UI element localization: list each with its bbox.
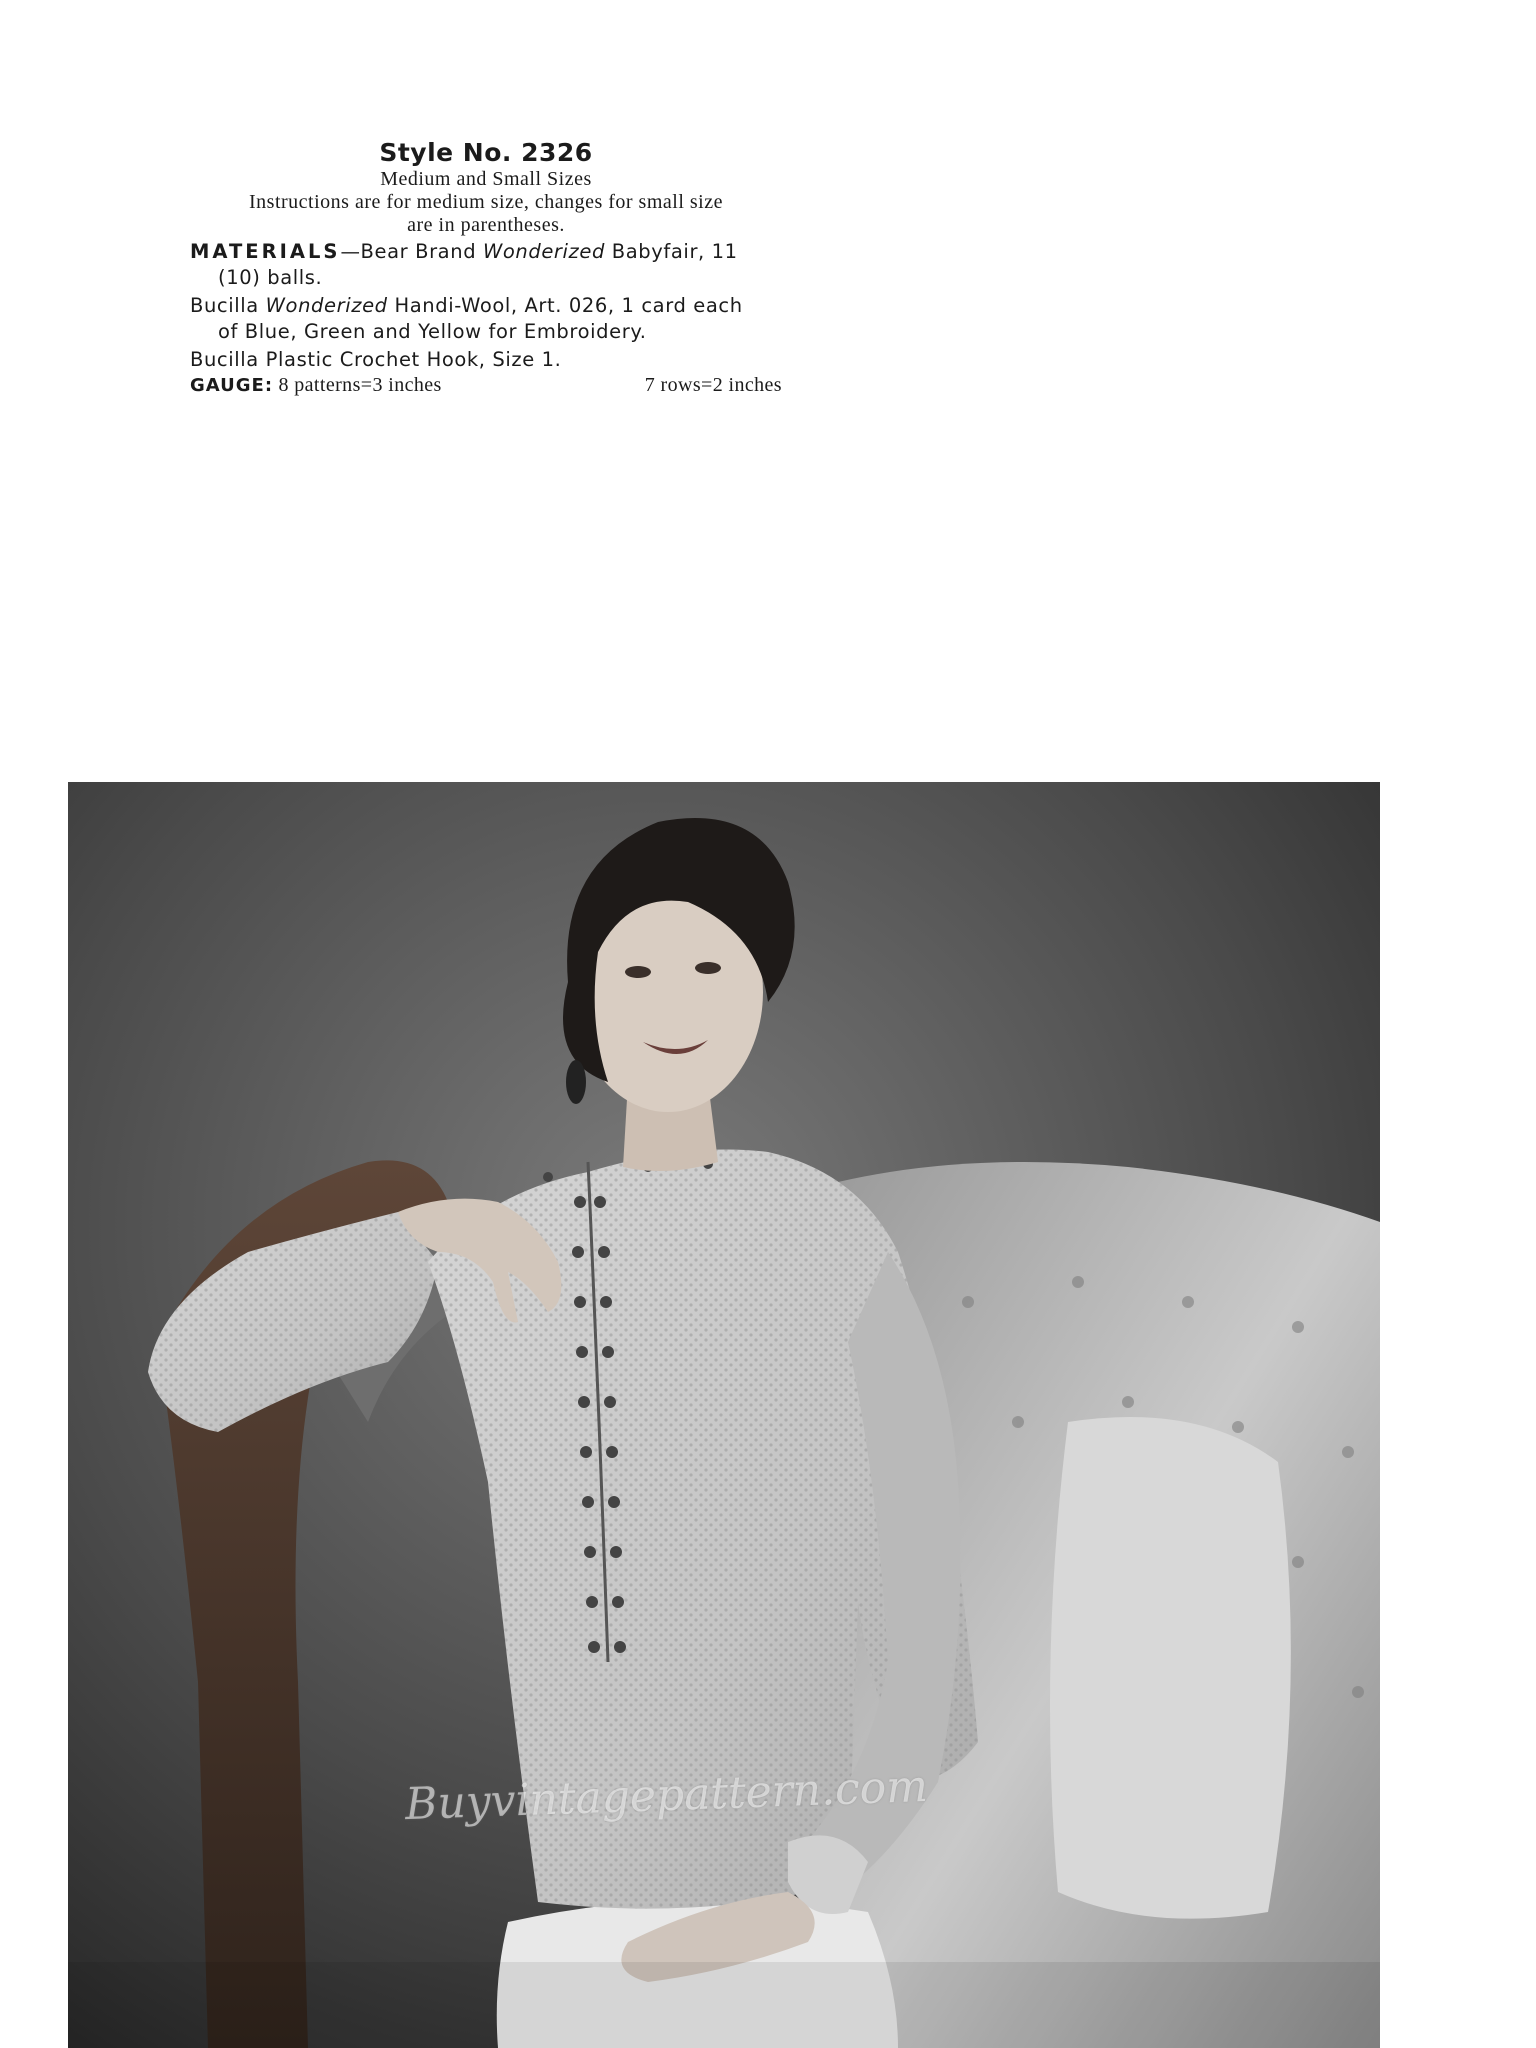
sizes-line: Medium and Small Sizes [380,168,592,190]
earring [566,1060,586,1104]
materials-text: Handi-Wool, Art. 026, 1 card each [387,294,743,317]
materials-text: Bucilla [190,294,266,317]
materials-line-5: Bucilla Plastic Crochet Hook, Size 1. [190,348,562,371]
photo-illustration [68,782,1380,2048]
style-title: Style No. 2326 [379,138,593,167]
materials-line-4: of Blue, Green and Yellow for Embroidery. [218,320,647,343]
model-photo [68,782,1380,2048]
materials-italic: Wonderized [265,294,388,317]
instructions-line-2: are in parentheses. [407,214,565,236]
gauge-label: GAUGE: [190,375,274,396]
right-eye [695,962,721,974]
gauge-rows: 7 rows=2 inches [644,374,782,396]
gauge-patterns: 8 patterns=3 inches [278,374,442,396]
materials-line-3 [190,293,782,319]
instructions-line-1: Instructions are for medium size, changes for small size [249,191,723,213]
materials-text: Babyfair, 11 [604,240,738,263]
materials-line-2: (10) balls. [218,266,323,289]
materials-text: Bear Brand [360,240,483,263]
materials-line-1 [190,239,782,265]
left-eye [625,966,651,978]
watermark: Buyvintagepattern.com [404,1760,929,1831]
materials-label: MATERIALS [190,240,341,263]
materials-italic: Wonderized [482,240,605,263]
gauge-row [190,373,782,397]
pillow [1050,1417,1291,1919]
pattern-header [190,138,782,397]
materials-dash: — [340,240,361,263]
